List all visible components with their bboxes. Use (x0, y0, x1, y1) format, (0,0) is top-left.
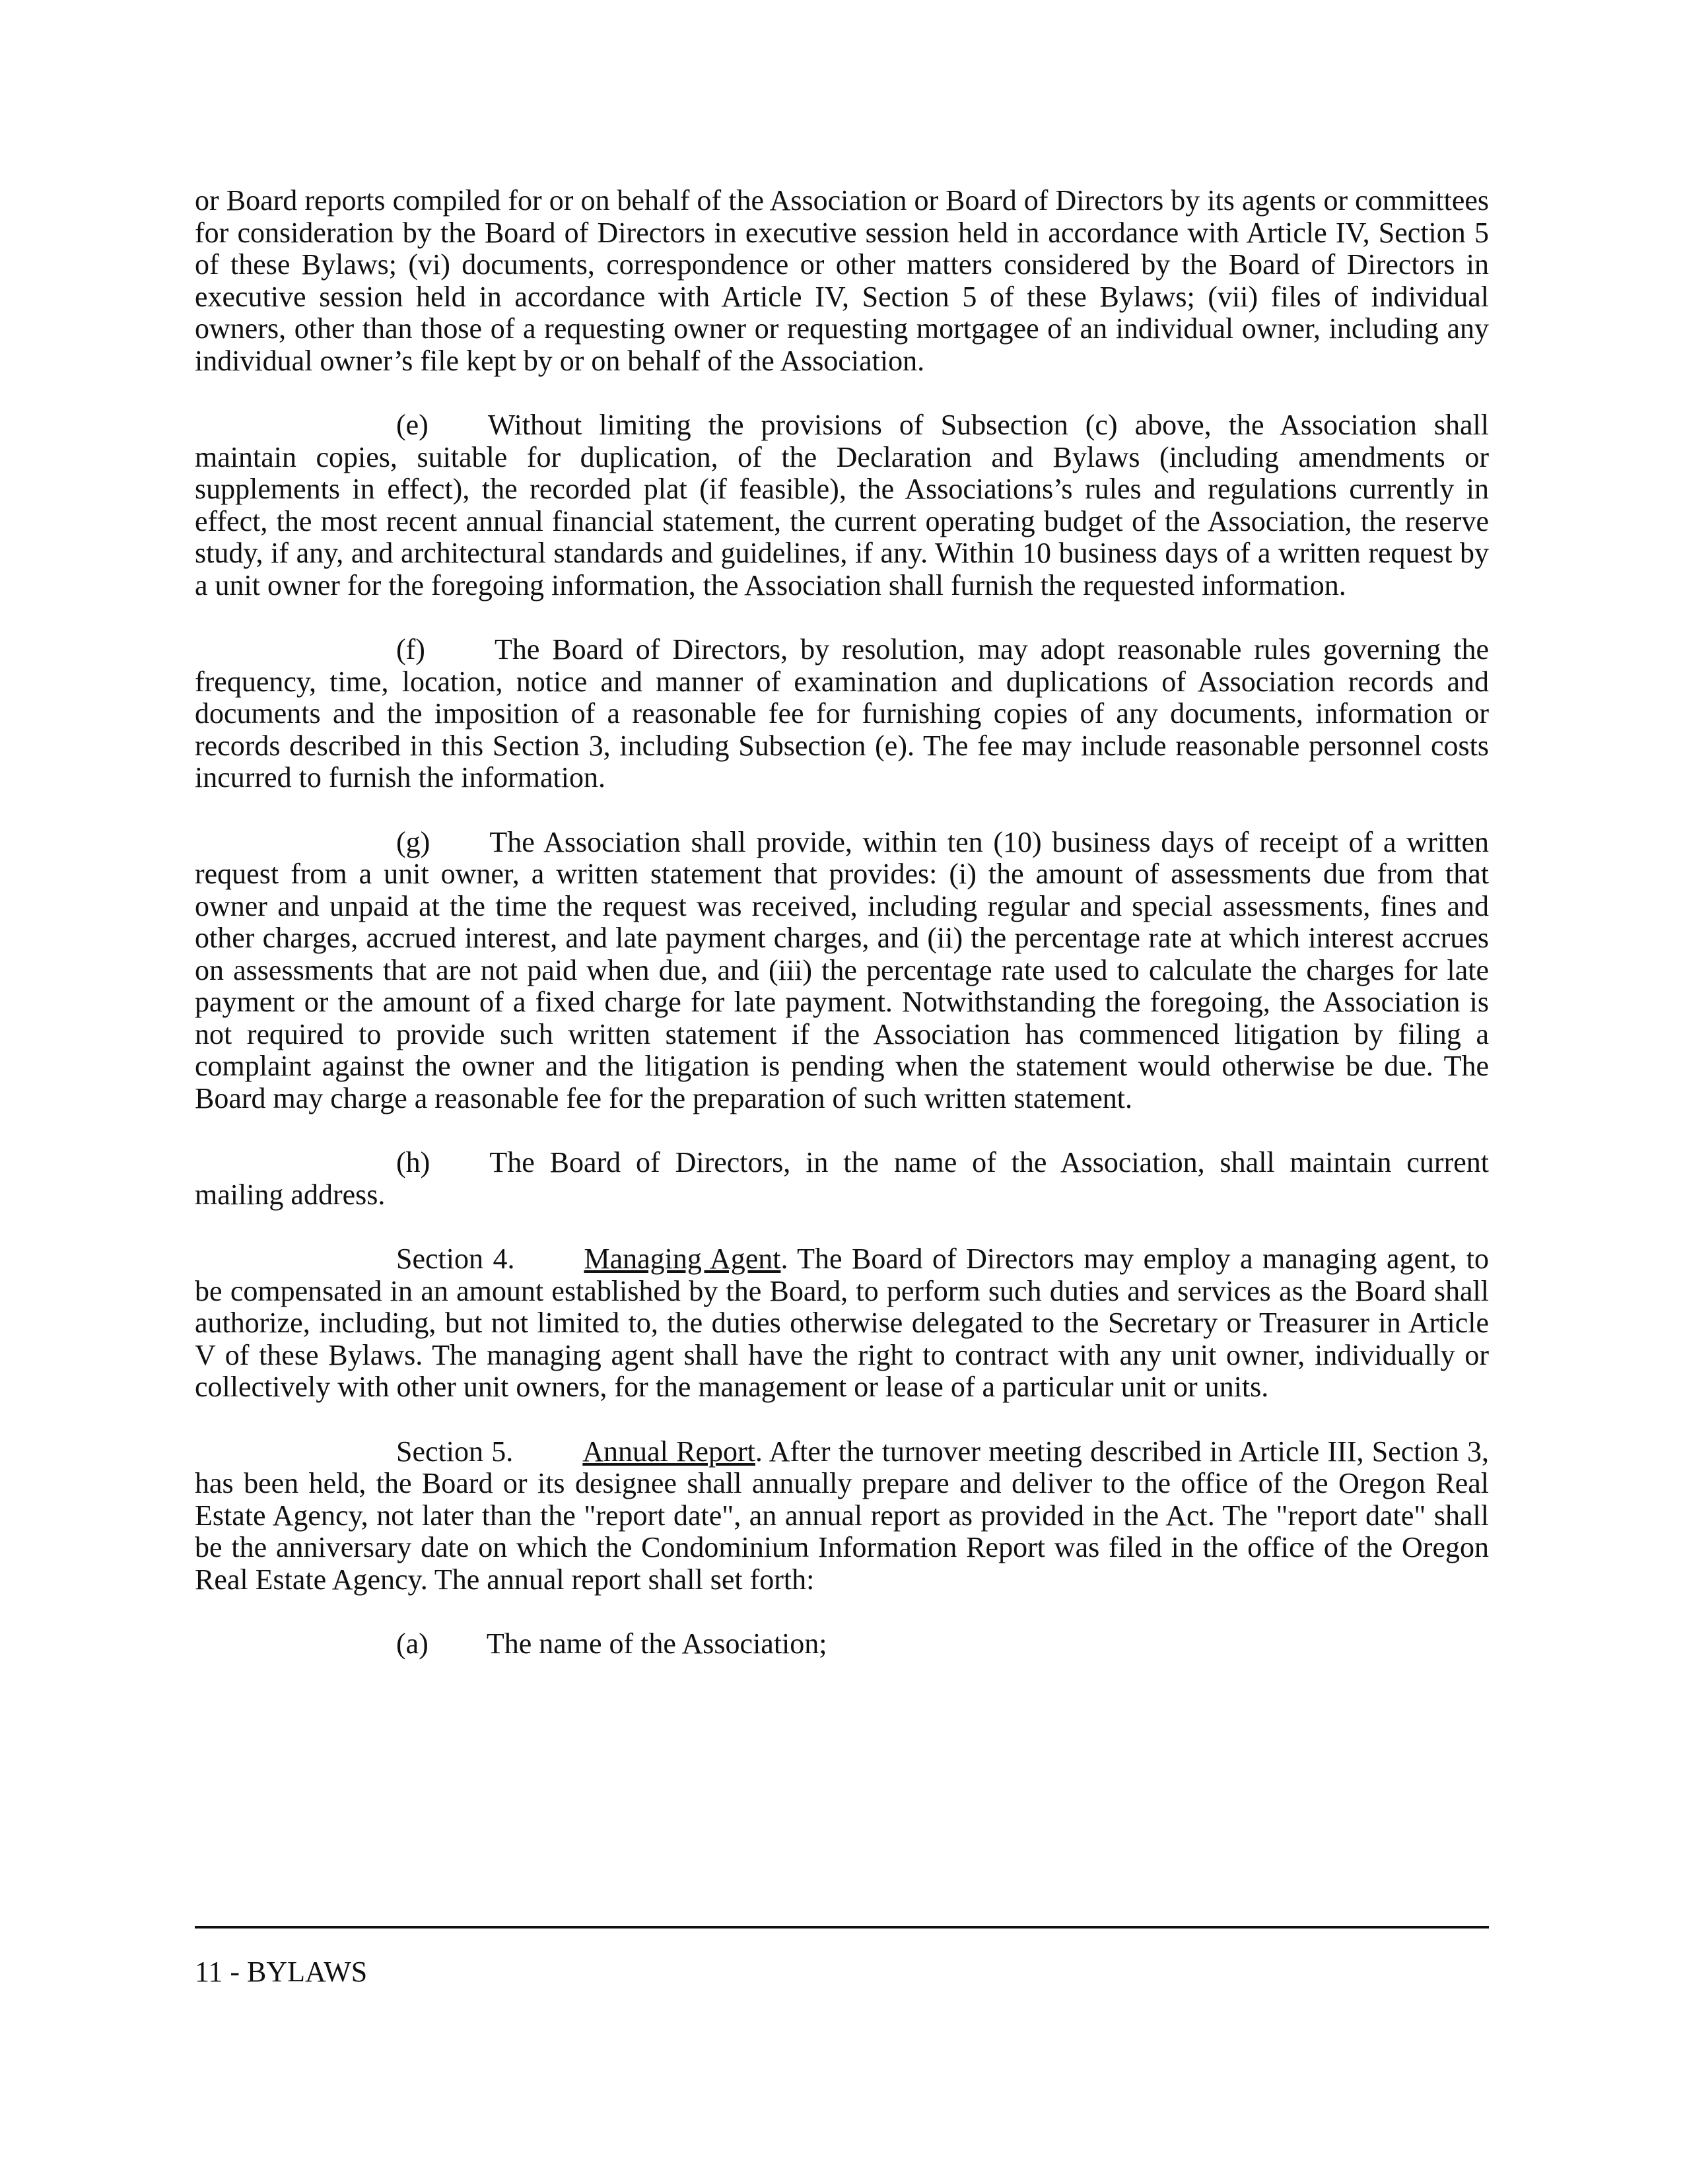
paragraph-h (195, 1147, 1489, 1211)
item-text-a: The name of the Association; (486, 1627, 827, 1660)
section-5-label: Section 5. (396, 1435, 514, 1468)
section-4-heading: Managing Agent (584, 1243, 781, 1275)
paragraph-g (195, 827, 1489, 1115)
page-footer: 11 - BYLAWS (195, 1956, 368, 1988)
section-5-heading: Annual Report (582, 1435, 755, 1468)
subsection-label-h: (h) (396, 1146, 430, 1178)
footer-divider (195, 1926, 1489, 1928)
document-body (195, 185, 1489, 1660)
subsection-text-e: Without limiting the provisions of Subsection (c) above, the Association shall maintain copies, suitable for duplication, of the Declaration and Bylaws (including amendments or supplements in effect), the recorded plat (if feasible), the Associations’s rules and regulations currently in effect, the most recent annual financial statement, the current operating budget of the Association, the reserve study, if any, and architectural standards and guidelines, if any. Within 10 business days of a written request by a unit owner for the foregoing information, the Association shall furnish the requested information. (195, 409, 1489, 601)
subsection-label-e: (e) (396, 409, 429, 441)
paragraph-a (195, 1628, 1489, 1660)
subsection-text-f: The Board of Directors, by resolution, may adopt reasonable rules governing the frequency, time, location, notice and manner of examination and duplications of Association records and documents and the imposition of a reasonable fee for furnishing copies of any documents, information or records described in this Section 3, including Subsection (e). The fee may include reasonable personnel costs incurred to furnish the information. (195, 633, 1489, 794)
paragraph-f (195, 634, 1489, 794)
subsection-text-h: The Board of Directors, in the name of the Association, shall maintain current mailing address. (195, 1146, 1489, 1211)
subsection-label-g: (g) (396, 825, 430, 858)
paragraph-continuation: or Board reports compiled for or on behalf of the Association or Board of Directors by its agents or committees for consideration by the Board of Directors in executive session held in accordance with Article IV, Section 5 of these Bylaws; (vi) documents, correspondence or other matters considered by the Board of Directors in executive session held in accordance with Article IV, Section 5 of these Bylaws; (vii) files of individual owners, other than those of a requesting owner or requesting mortgagee of an individual owner, including any individual owner’s file kept by or on behalf of the Association. (195, 184, 1489, 377)
subsection-label-f: (f) (396, 633, 425, 665)
section-5-annual-report (195, 1436, 1489, 1596)
section-4-managing-agent (195, 1243, 1489, 1404)
subsection-text-g: The Association shall provide, within ten (10) business days of receipt of a written request from a unit owner, a written statement that provides: (i) the amount of assessments due from that owner and unpaid at the time the request was received, including regular and special assessments, fines and other charges, accrued interest, and late payment charges, and (ii) the percentage rate at which interest accrues on assessments that are not paid when due, and (iii) the percentage rate used to calculate the charges for late payment or the amount of a fixed charge for late payment. Notwithstanding the foregoing, the Association is not required to provide such written statement if the Association has commenced litigation by filing a complaint against the owner and the litigation is pending when the statement would otherwise be due. The Board may charge a reasonable fee for the preparation of such written statement. (195, 825, 1489, 1114)
section-5-text: . After the turnover meeting described in Article III, Section 3, has been held, the Board or its designee shall annually prepare and deliver to the office of the Oregon Real Estate Agency, not later than the "report date", an annual report as provided in the Act. The "report date" shall be the anniversary date on which the Condominium Information Report was filed in the office of the Oregon Real Estate Agency. The annual report shall set forth: (195, 1435, 1489, 1596)
section-4-text: . The Board of Directors may employ a managing agent, to be compensated in an amount established by the Board, to perform such duties and services as the Board shall authorize, including, but not limited to, the duties otherwise delegated to the Secretary or Treasurer in Article V of these Bylaws. The managing agent shall have the right to contract with any unit owner, individually or collectively with other unit owners, for the management or lease of a particular unit or units. (195, 1243, 1489, 1403)
paragraph-e (195, 409, 1489, 601)
item-label-a: (a) (396, 1627, 429, 1660)
section-4-label: Section 4. (396, 1243, 515, 1275)
